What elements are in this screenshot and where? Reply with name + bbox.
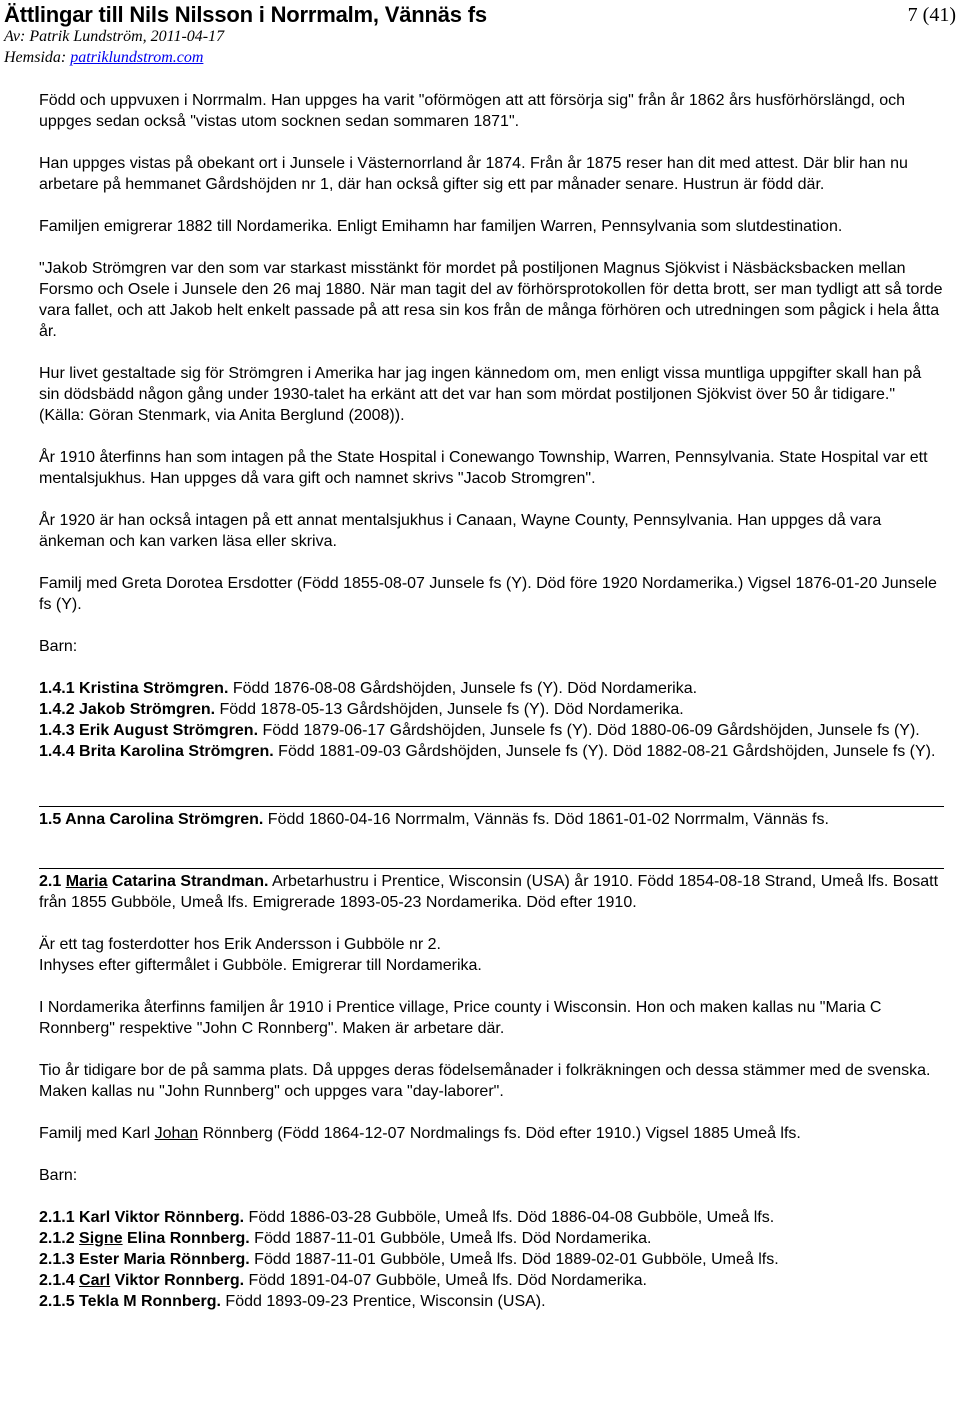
page-number: 7 (41)	[907, 4, 956, 26]
section-divider	[39, 868, 944, 869]
list-item	[39, 1249, 944, 1270]
child-number: 2.1.4	[39, 1272, 80, 1289]
paragraph: Född och uppvuxen i Norrmalm. Han uppges ha varit "oförmögen att att försörja sig" från år 1862 års husförhörslängd, och uppges sedan också "vistas utom socknen sedan sommaren 1871".	[39, 92, 906, 130]
list-item	[39, 1291, 944, 1312]
child-details: Född 1887-11-01 Gubböle, Umeå lfs. Död 1889-02-01 Gubböle, Umeå lfs.	[249, 1251, 779, 1268]
family-text: Rönnberg (Född 1864-12-07 Nordmalings fs. Död efter 1910.) Vigsel 1885 Umeå lfs.	[198, 1125, 801, 1142]
family-text: Familj med Karl	[39, 1125, 155, 1142]
child-name: 1.4.3 Erik August Strömgren.	[39, 722, 259, 739]
child-name: 1.4.1 Kristina Strömgren.	[39, 680, 229, 697]
paragraph: Familj med Greta Dorotea Ersdotter (Född 1855-08-07 Junsele fs (Y). Död före 1920 Nordamerika.) Vigsel 1876-01-20 Junsele fs (Y).	[39, 575, 937, 613]
list-item	[39, 741, 944, 762]
child-name-rest: Viktor Ronnberg.	[110, 1272, 245, 1289]
child-details: Född 1887-11-01 Gubböle, Umeå lfs. Död Nordamerika.	[249, 1230, 652, 1247]
spouse-first-name: Johan	[154, 1125, 199, 1142]
document-body	[39, 90, 944, 1312]
child-name-rest: Elina Ronnberg.	[122, 1230, 250, 1247]
paragraph: I Nordamerika återfinns familjen år 1910 i Prentice village, Price county i Wisconsin. Hon och maken kallas nu "Maria C Ronnberg" respektive "John C Ronnberg". Maken är arbetare där.	[39, 999, 882, 1037]
document-title: Ättlingar till Nils Nilsson i Norrmalm, Vännäs fs	[4, 2, 487, 27]
child-details: Född 1879-06-17 Gårdshöjden, Junsele fs (Y). Död 1880-06-09 Gårdshöjden, Junsele fs (Y).	[258, 722, 920, 739]
list-item	[39, 699, 944, 720]
section-divider	[39, 806, 944, 807]
entry-number: 2.1	[39, 873, 66, 890]
child-details: Född 1878-05-13 Gårdshöjden, Junsele fs (Y). Död Nordamerika.	[215, 701, 684, 718]
child-first-name: Signe	[79, 1230, 123, 1247]
paragraph: "Jakob Strömgren var den som var starkast misstänkt för mordet på postiljonen Magnus Sjökvist i Näsbäcksbacken mellan Forsmo och Osele i Junsele den 26 maj 1880. När man tagit del av förhörsprotokollen för detta brott, ser man tydligt att så torde vara fallet, och att Jakob helt enkelt passade på att resa sin kos från de många förhören och utredningen som pågick i hela åtta år.	[39, 260, 943, 340]
child-first-name: Carl	[79, 1272, 111, 1289]
entry-first-name: Maria	[65, 873, 108, 890]
child-name: 1.4.4 Brita Karolina Strömgren.	[39, 743, 274, 760]
entry-details: Född 1860-04-16 Norrmalm, Vännäs fs. Död 1861-01-02 Norrmalm, Vännäs fs.	[263, 811, 829, 828]
paragraph: Tio år tidigare bor de på samma plats. Då uppges deras födelsemånader i folkräkningen och dessa stämmer med de svenska. Maken kallas nu "John Runnberg" och uppges vara "day-laborer".	[39, 1062, 931, 1100]
list-item	[39, 720, 944, 741]
paragraph: Inhyses efter giftermålet i Gubböle. Emigrerar till Nordamerika.	[39, 957, 482, 974]
paragraph: Hur livet gestaltade sig för Strömgren i Amerika har jag ingen kännedom om, men enligt vissa muntliga uppgifter skall han på sin dödsbädd någon gång under 1930-talet ha erkänt att det var han som mördat postiljonen Sjökvist över 50 år tidigare." (Källa: Göran Stenmark, via Anita Berglund (2008)).	[39, 365, 922, 424]
child-details: Född 1886-03-28 Gubböle, Umeå lfs. Död 1886-04-08 Gubböle, Umeå lfs.	[244, 1209, 775, 1226]
list-item	[39, 1270, 944, 1291]
child-name: 2.1.1 Karl Viktor Rönnberg.	[39, 1209, 245, 1226]
paragraph: Är ett tag fosterdotter hos Erik Andersson i Gubböle nr 2.	[39, 936, 441, 953]
children-heading: Barn:	[39, 638, 78, 655]
children-heading: Barn:	[39, 1167, 78, 1184]
list-item	[39, 1228, 944, 1249]
child-details: Född 1891-04-07 Gubböle, Umeå lfs. Död Nordamerika.	[244, 1272, 647, 1289]
paragraph: Han uppges vistas på obekant ort i Junsele i Västernorrland år 1874. Från år 1875 reser han dit med attest. Där blir han nu arbetare på hemmanet Gårdshöjden nr 1, där han också gifter sig ett par månader senare. Hustrun är född där.	[39, 155, 908, 193]
child-name: 2.1.3 Ester Maria Rönnberg.	[39, 1251, 250, 1268]
children-list	[39, 1207, 944, 1312]
child-name: 1.4.2 Jakob Strömgren.	[39, 701, 216, 718]
homepage-link[interactable]: patriklundstrom.com	[70, 49, 204, 66]
child-details: Född 1893-09-23 Prentice, Wisconsin (USA).	[220, 1293, 546, 1310]
homepage-line	[4, 49, 203, 67]
paragraph: Familjen emigrerar 1882 till Nordamerika. Enligt Emihamn har familjen Warren, Pennsylvania som slutdestination.	[39, 218, 843, 235]
children-list	[39, 678, 944, 762]
entry-1-5	[39, 809, 944, 830]
paragraph: År 1920 är han också intagen på ett annat mentalsjukhus i Canaan, Wayne County, Pennsylvania. Han uppges då vara änkeman och kan varken läsa eller skriva.	[39, 512, 882, 550]
child-number: 2.1.2	[39, 1230, 80, 1247]
entry-name-rest: Catarina Strandman.	[107, 873, 269, 890]
entry-name: 1.5 Anna Carolina Strömgren.	[39, 811, 264, 828]
family-line	[39, 1123, 944, 1144]
list-item	[39, 1207, 944, 1228]
entry-details: Arbetarhustru i Prentice, Wisconsin (USA) år 1910. Född 1854-08-18 Strand, Umeå lfs. Bosatt från 1855 Gubböle, Umeå lfs. Emigrerade 1893-05-23 Nordamerika. Död efter 1910.	[39, 873, 939, 911]
list-item	[39, 678, 944, 699]
entry-2-1	[39, 871, 944, 913]
author-line: Av: Patrik Lundström, 2011-04-17	[4, 28, 225, 45]
homepage-label: Hemsida:	[4, 49, 67, 66]
child-details: Född 1876-08-08 Gårdshöjden, Junsele fs (Y). Död Nordamerika.	[228, 680, 698, 697]
child-details: Född 1881-09-03 Gårdshöjden, Junsele fs (Y). Död 1882-08-21 Gårdshöjden, Junsele fs (Y).	[273, 743, 936, 760]
paragraph: År 1910 återfinns han som intagen på the State Hospital i Conewango Township, Warren, Pennsylvania. State Hospital var ett mentalsjukhus. Han uppges då vara gift och namnet skrivs "Jacob Stromgren".	[39, 449, 928, 487]
child-name: 2.1.5 Tekla M Ronnberg.	[39, 1293, 221, 1310]
